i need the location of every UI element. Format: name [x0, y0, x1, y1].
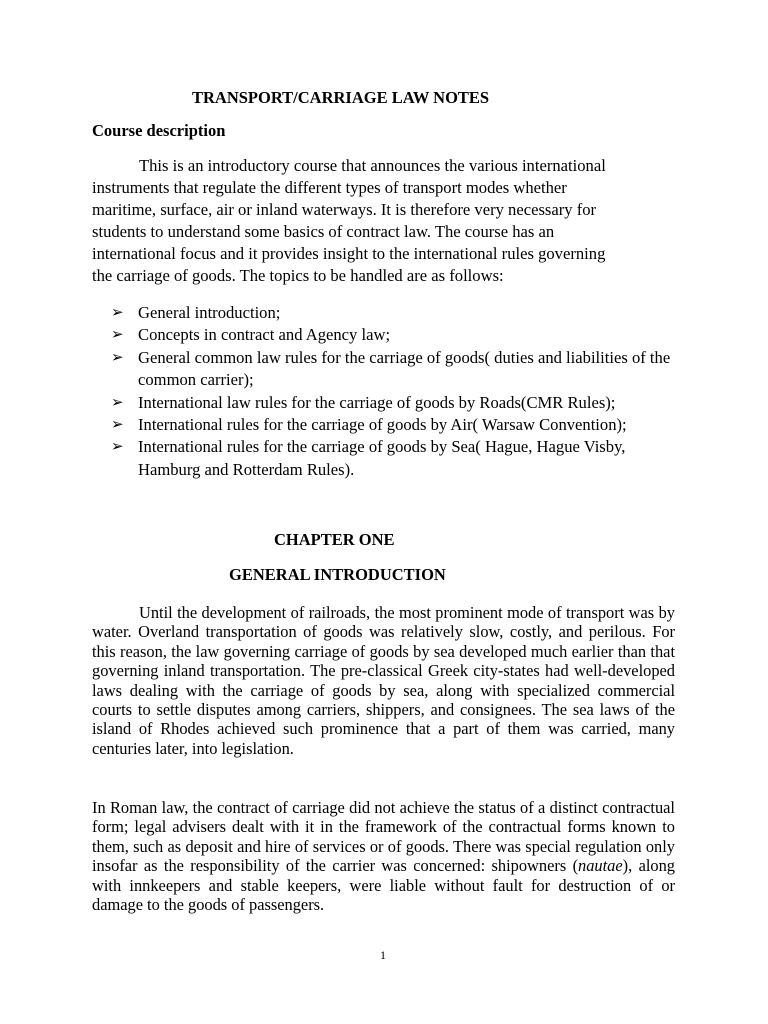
document-title: TRANSPORT/CARRIAGE LAW NOTES: [192, 88, 490, 107]
railroads-paragraph: [92, 603, 675, 758]
arrow-bullet-icon: ➢: [111, 327, 124, 344]
arrow-bullet-icon: ➢: [111, 439, 124, 456]
topic-text: General common law rules for the carriage of goods( duties and liabilities of the common carrier);: [138, 347, 671, 390]
arrow-bullet-icon: ➢: [111, 305, 124, 321]
paragraph-line: students to understand some basics of contract law. The course has an: [92, 222, 555, 241]
topics-list: [92, 302, 682, 481]
arrow-bullet-icon: ➢: [111, 417, 124, 434]
paragraph-line: maritime, surface, air or inland waterways. It is therefore very necessary for: [92, 200, 597, 219]
page-number: 1: [380, 948, 386, 962]
course-description-heading: Course description: [92, 121, 226, 140]
paragraph-line: the carriage of goods. The topics to be handled are as follows:: [92, 266, 504, 285]
roman-law-paragraph: [92, 798, 675, 914]
arrow-bullet-icon: ➢: [111, 349, 124, 366]
topic-text: International rules for the carriage of goods by Air( Warsaw Convention);: [138, 415, 627, 435]
paragraph-line: international focus and it provides insight to the international rules governing: [92, 244, 606, 263]
list-item: [92, 436, 682, 481]
course-description-paragraph: [92, 155, 692, 287]
topic-text: International rules for the carriage of goods by Sea( Hague, Hague Visby, Hamburg and Rotterdam Rules).: [138, 437, 626, 479]
paragraph-text: ), along with innkeepers and stable keepers, were liable without fault for destruction of or damage to the goods of passengers.: [92, 856, 675, 915]
list-item: [92, 302, 682, 324]
paragraph-text: In Roman law, the contract of carriage did not achieve the status of a distinct contractual form; legal advisers dealt with it in the framework of the contractual forms known to them, such as deposit and hire of services or of goods. There was special regulation only insofar as the responsibility of the carrier was concerned: shipowners (: [92, 798, 675, 876]
topic-text: General introduction;: [138, 303, 281, 322]
list-item: [92, 347, 682, 392]
chapter-title: GENERAL INTRODUCTION: [229, 565, 446, 584]
paragraph-line: This is an introductory course that announces the various international: [139, 156, 606, 175]
list-item: [92, 414, 682, 436]
paragraph-text: Until the development of railroads, the most prominent mode of transport was by water. Overland transportation of goods was relatively slow, costly, and perilous. For this reason, the law governing carriage of goods by sea developed much earlier than that governing inland transportation. The pre-classical Greek city-states had well-developed laws dealing with the carriage of goods by sea, along with specialized commercial courts to settle disputes among carriers, shippers, and consignees. The sea laws of the island of Rhodes achieved such prominence that a part of them was carried, many centuries later, into legislation.: [92, 603, 675, 758]
topic-text: International law rules for the carriage of goods by Roads(CMR Rules);: [138, 392, 616, 412]
chapter-label: CHAPTER ONE: [274, 530, 395, 549]
arrow-bullet-icon: ➢: [111, 394, 124, 411]
paragraph-line: instruments that regulate the different types of transport modes whether: [92, 178, 567, 197]
list-item: [92, 324, 682, 346]
italic-term: nautae: [578, 856, 623, 876]
list-item: [92, 392, 682, 414]
topic-text: Concepts in contract and Agency law;: [138, 325, 391, 345]
